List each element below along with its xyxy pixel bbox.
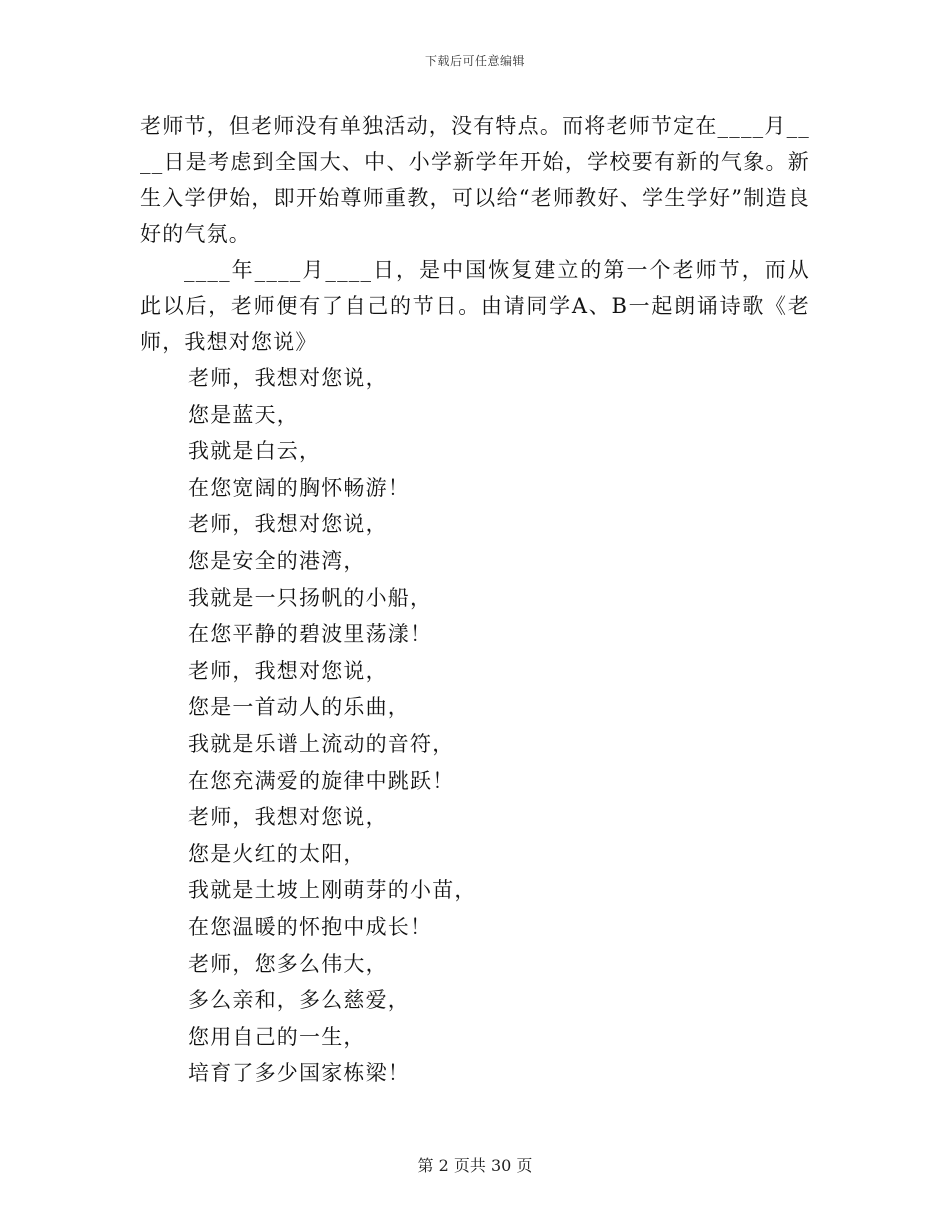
poem-line: 我就是一只扬帆的小船， — [188, 585, 433, 610]
poem-line: 在您充满爱的旋律中跳跃！ — [188, 768, 455, 793]
poem-line: 您用自己的一生， — [188, 1024, 366, 1049]
poem-line: 您是蓝天， — [188, 402, 299, 427]
poem-line: 您是火红的太阳， — [188, 841, 366, 866]
poem-line: 在您温暖的怀抱中成长！ — [188, 914, 433, 939]
poem-line: 您是一首动人的乐曲， — [188, 695, 410, 720]
poem-line: 在您宽阔的胸怀畅游！ — [188, 475, 410, 500]
poem-line: 老师，您多么伟大， — [188, 951, 388, 976]
poem-line: 老师，我想对您说， — [188, 658, 388, 683]
paragraph-teachers-day-date: 老师节，但老师没有单独活动，没有特点。而将老师节定在____月____日是考虑到全国大、中、小学新学年开始，学校要有新的气象。新生入学伊始，即开始尊师重教，可以给“老师教好、学生学好”制造良好的气氛。 — [140, 114, 810, 246]
poem-line: 老师，我想对您说， — [188, 512, 388, 537]
poem-line: 培育了多少国家栋梁！ — [188, 1061, 410, 1086]
paragraph-first-teachers-day: ____年____月____日，是中国恢复建立的第一个老师节，而从此以后，老师便有了自己的节日。由请同学A、B一起朗诵诗歌《老师，我想对您说》 — [140, 258, 810, 354]
poem-line: 我就是土坡上刚萌芽的小苗， — [188, 878, 477, 903]
poem-line: 老师，我想对您说， — [188, 366, 388, 390]
poem-line: 在您平静的碧波里荡漾！ — [188, 622, 433, 647]
document-body — [140, 108, 810, 1092]
poem-line: 多么亲和，多么慈爱， — [188, 988, 410, 1013]
poem-line: 我就是白云， — [188, 439, 322, 464]
poem-line: 老师，我想对您说， — [188, 805, 388, 830]
poem — [140, 360, 810, 1092]
poem-line: 您是安全的港湾， — [188, 548, 366, 573]
page-header: 下载后可任意编辑 — [424, 54, 525, 68]
page-footer: 第 2 页共 30 页 — [417, 1156, 533, 1175]
poem-line: 我就是乐谱上流动的音符， — [188, 731, 455, 756]
